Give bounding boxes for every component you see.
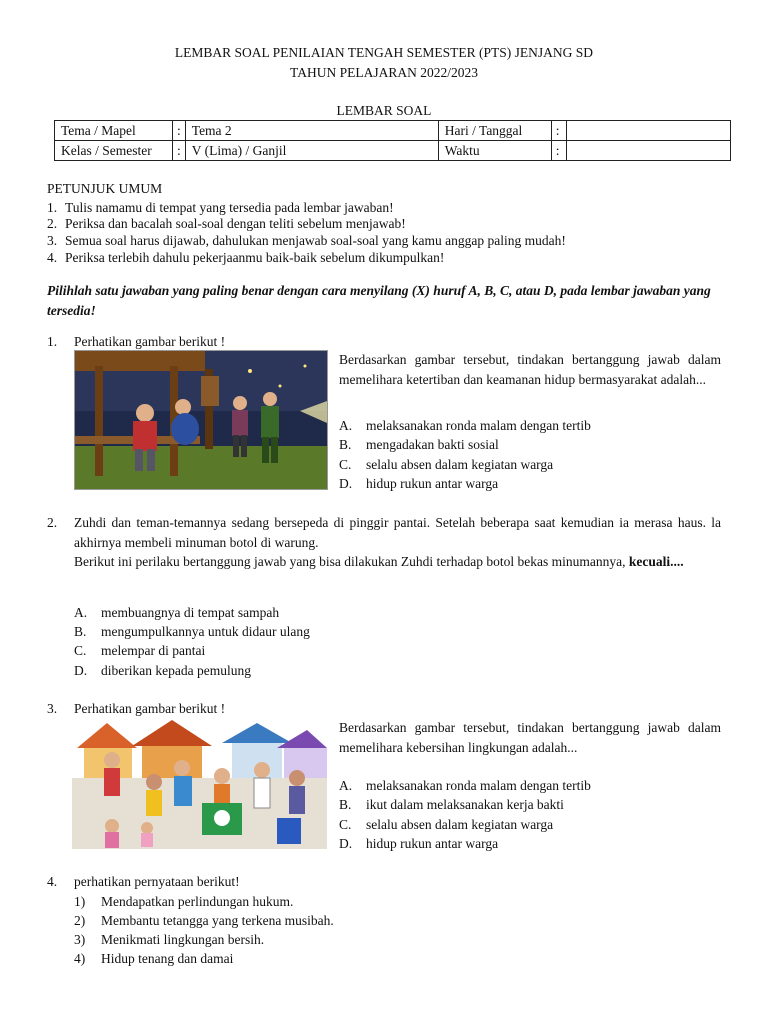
option-text: selalu absen dalam kegiatan warga: [366, 457, 554, 472]
option-c[interactable]: [339, 815, 553, 835]
petunjuk-text: Periksa dan bacalah soal-soal dengan teliti sebelum menjawab!: [65, 216, 406, 231]
option-letter: D.: [339, 836, 353, 851]
separator: :: [173, 141, 186, 161]
option-text: melempar di pantai: [101, 643, 206, 658]
value-waktu[interactable]: [566, 141, 730, 161]
option-a[interactable]: [339, 776, 591, 796]
kerja-bakti-image: [72, 718, 327, 849]
question-number: 3.: [47, 701, 58, 716]
ronda-malam-illustration: [74, 350, 328, 490]
question-number: 2.: [47, 515, 58, 530]
option-b[interactable]: [74, 622, 310, 642]
question-intro: Perhatikan gambar berikut !: [74, 334, 226, 349]
option-a[interactable]: [339, 416, 591, 436]
petunjuk-item: [47, 248, 444, 268]
option-letter: C.: [339, 457, 352, 472]
option-letter: D.: [339, 476, 353, 491]
statement-number: 1): [74, 894, 86, 909]
option-text: mengumpulkannya untuk didaur ulang: [101, 624, 310, 639]
label-tema-mapel: Tema / Mapel: [55, 121, 173, 141]
value-hari-tanggal[interactable]: [566, 121, 730, 141]
option-c[interactable]: [339, 455, 553, 475]
separator: :: [551, 121, 566, 141]
petunjuk-text: Semua soal harus dijawab, dahulukan menjawab soal-soal yang kamu anggap paling mudah!: [65, 233, 566, 248]
statement-item: [74, 949, 233, 969]
value-kelas-semester: V (Lima) / Ganjil: [185, 141, 438, 161]
option-c[interactable]: [74, 641, 205, 661]
worksheet-title: LEMBAR SOAL PENILAIAN TENGAH SEMESTER (PTS) JENJANG SD: [174, 45, 594, 60]
petunjuk-number: 2.: [47, 216, 58, 231]
option-text: diberikan kepada pemulung: [101, 663, 251, 678]
option-letter: B.: [74, 624, 87, 639]
statement-text: Menikmati lingkungan bersih.: [101, 932, 265, 947]
sheet-label: LEMBAR SOAL: [336, 103, 432, 118]
option-b[interactable]: [339, 435, 499, 455]
separator: :: [173, 121, 186, 141]
ronda-malam-image: [75, 351, 327, 489]
option-letter: A.: [339, 778, 353, 793]
option-text: mengadakan bakti sosial: [366, 437, 499, 452]
label-waktu: Waktu: [438, 141, 551, 161]
option-text: selalu absen dalam kegiatan warga: [366, 817, 554, 832]
option-text: membuangnya di tempat sampah: [101, 605, 280, 620]
statement-text: Membantu tetangga yang terkena musibah.: [101, 913, 334, 928]
value-tema-mapel: Tema 2: [185, 121, 438, 141]
question-text: Zuhdi dan teman-temannya sedang bersepeda di pinggir pantai. Setelah beberapa saat kemudian ia merasa haus. la akhirnya membeli minuman botol di warung.: [74, 515, 721, 550]
question-text-part: Berikut ini perilaku bertanggung jawab yang bisa dilakukan Zuhdi terhadap botol bekas minumannya,: [74, 554, 626, 569]
option-d[interactable]: [339, 834, 498, 854]
petunjuk-number: 1.: [47, 200, 58, 215]
petunjuk-number: 4.: [47, 250, 58, 265]
option-letter: A.: [339, 418, 353, 433]
option-a[interactable]: [74, 603, 279, 623]
option-letter: D.: [74, 663, 88, 678]
statement-number: 4): [74, 951, 86, 966]
question-number: 4.: [47, 874, 58, 889]
statement-item: [74, 892, 293, 912]
petunjuk-text: Tulis namamu di tempat yang tersedia pada lembar jawaban!: [65, 200, 394, 215]
option-text: hidup rukun antar warga: [366, 836, 499, 851]
question-text: [74, 552, 721, 572]
question-intro: Perhatikan gambar berikut !: [74, 701, 226, 716]
identity-row: [55, 121, 731, 141]
option-text: melaksanakan ronda malam dengan tertib: [366, 418, 591, 433]
option-d[interactable]: [74, 661, 251, 681]
identity-row: [55, 141, 731, 161]
option-text: melaksanakan ronda malam dengan tertib: [366, 778, 591, 793]
option-letter: C.: [74, 643, 87, 658]
petunjuk-title: PETUNJUK UMUM: [47, 181, 163, 196]
statement-number: 2): [74, 913, 86, 928]
option-d[interactable]: [339, 474, 498, 494]
label-hari-tanggal: Hari / Tanggal: [438, 121, 551, 141]
statement-item: [74, 911, 334, 931]
question-intro: perhatikan pernyataan berikut!: [74, 874, 240, 889]
statement-text: Mendapatkan perlindungan hukum.: [101, 894, 294, 909]
option-b[interactable]: [339, 795, 564, 815]
statement-number: 3): [74, 932, 86, 947]
question-text: Berdasarkan gambar tersebut, tindakan bertanggung jawab dalam memelihara ketertiban dan keamanan hidup bermasyarakat adalah...: [339, 352, 721, 387]
petunjuk-text: Periksa terlebih dahulu pekerjaanmu baik-baik sebelum dikumpulkan!: [65, 250, 445, 265]
option-letter: B.: [339, 797, 352, 812]
option-letter: B.: [339, 437, 352, 452]
statement-item: [74, 930, 264, 950]
petunjuk-number: 3.: [47, 233, 58, 248]
option-letter: A.: [74, 605, 88, 620]
question-text-emphasis: kecuali....: [628, 554, 684, 569]
separator: :: [551, 141, 566, 161]
option-letter: C.: [339, 817, 352, 832]
question-text: Berdasarkan gambar tersebut, tindakan bertanggung jawab dalam memelihara kebersihan lingkungan adalah...: [339, 720, 721, 755]
answer-instruction: Pilihlah satu jawaban yang paling benar dengan cara menyilang (X) huruf A, B, C, atau D, pada lembar jawaban yang tersedia!: [47, 283, 711, 318]
option-text: hidup rukun antar warga: [366, 476, 499, 491]
school-year: TAHUN PELAJARAN 2022/2023: [290, 65, 478, 80]
kerja-bakti-illustration: [72, 718, 327, 849]
option-text: ikut dalam melaksanakan kerja bakti: [366, 797, 564, 812]
identity-table: [54, 120, 731, 161]
statement-text: Hidup tenang dan damai: [101, 951, 234, 966]
question-number: 1.: [47, 334, 58, 349]
label-kelas-semester: Kelas / Semester: [55, 141, 173, 161]
